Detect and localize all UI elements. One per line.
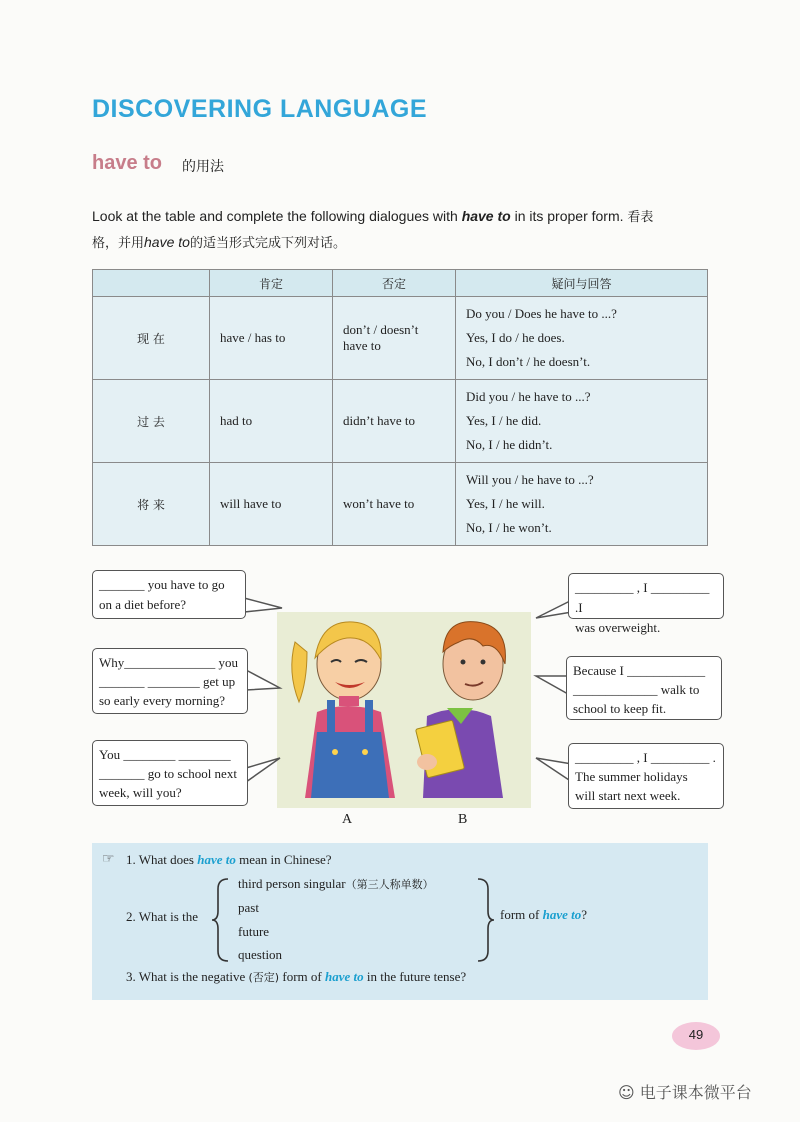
question-2: 2. What is the <box>126 909 198 924</box>
question-3: 3. What is the negative (否定) form of have to in the future tense? <box>126 969 467 984</box>
right-brace-icon <box>474 877 496 963</box>
watermark: ☺ 电子课本微平台 <box>618 1083 752 1102</box>
option-question: question <box>238 947 283 962</box>
page-title: DISCOVERING LANGUAGE <box>92 95 428 123</box>
table-header: 肯定 <box>210 270 333 297</box>
page-number: 49 <box>672 1022 720 1050</box>
pointing-hand-icon: ☞ <box>102 852 115 867</box>
wechat-icon: ☺ <box>618 1083 635 1102</box>
tense-cell: 过 去 <box>93 380 210 463</box>
option-third-person: third person singular（第三人称单数） <box>238 876 434 891</box>
qa-cell: Do you / Does he have to ...? Yes, I do / he does. No, I don’t / he doesn’t. <box>456 297 708 380</box>
option-future: future <box>238 924 270 939</box>
tense-cell: 将 来 <box>93 463 210 546</box>
positive-cell: had to <box>210 380 333 463</box>
section-title-cn: 的用法 <box>182 159 224 175</box>
negative-cell: don’t / doesn’t have to <box>333 297 456 380</box>
left-brace-icon <box>210 877 232 963</box>
tense-cell: 现 在 <box>93 297 210 380</box>
question-1: 1. What does have to mean in Chinese? <box>126 852 332 867</box>
speech-bubble-a3: You ________ ________ _______ go to school next week, will you? <box>92 740 248 806</box>
section-title: have to <box>92 152 163 174</box>
speech-bubble-b1: _________ , I _________ .I was overweight. <box>568 573 724 619</box>
option-past: past <box>238 900 259 915</box>
label-a: A <box>342 812 353 827</box>
instructions: Look at the table and complete the following dialogues with have to in its proper form. 看表 格，并用have to的适当形式完成下列对话。 <box>92 208 654 251</box>
positive-cell: have / has to <box>210 297 333 380</box>
negative-cell: won’t have to <box>333 463 456 546</box>
speech-bubble-b3: _________ , I _________ . The summer holidays will start next week. <box>568 743 724 809</box>
label-b: B <box>458 812 468 827</box>
negative-cell: didn’t have to <box>333 380 456 463</box>
discussion-questions <box>92 843 708 1000</box>
speech-bubble-b2: Because I ____________ _____________ walk to school to keep fit. <box>566 656 722 720</box>
speech-bubble-a1: _______ you have to go on a diet before? <box>92 570 246 619</box>
question-2-suffix: form of have to? <box>500 907 588 922</box>
table-header: 否定 <box>333 270 456 297</box>
qa-cell: Did you / he have to ...? Yes, I / he did. No, I / he didn’t. <box>456 380 708 463</box>
table-header: 疑问与回答 <box>456 270 708 297</box>
qa-cell: Will you / he have to ...? Yes, I / he will. No, I / he won’t. <box>456 463 708 546</box>
positive-cell: will have to <box>210 463 333 546</box>
speech-bubble-a2: Why______________ you _______ ________ get up so early every morning? <box>92 648 248 714</box>
